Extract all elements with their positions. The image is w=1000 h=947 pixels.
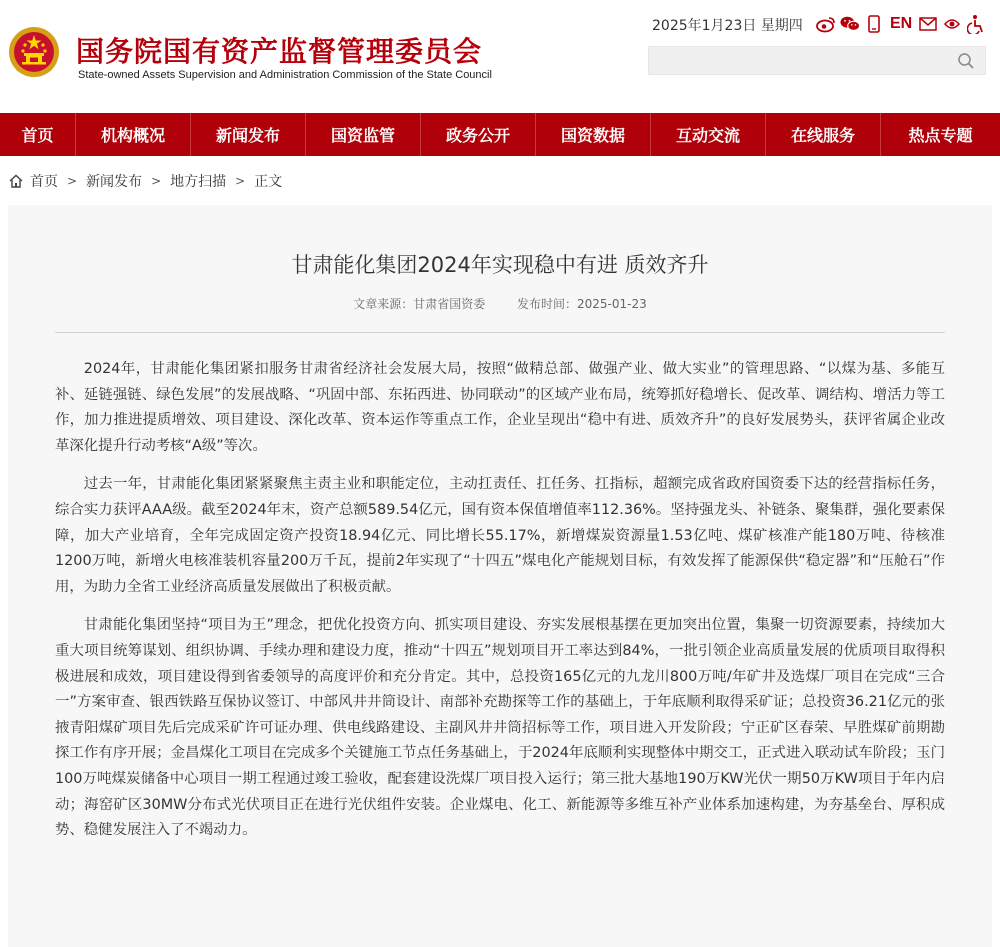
breadcrumb-home[interactable]: 首页 <box>30 174 58 190</box>
nav-interaction[interactable]: 互动交流 <box>651 113 766 156</box>
date-label: 发布时间： <box>516 297 577 311</box>
search-box <box>648 46 986 75</box>
breadcrumb-local-scan[interactable]: 地方扫描 <box>170 174 227 190</box>
site-title-english: State-owned Assets Supervision and Administration Commission of the State Council <box>78 69 492 81</box>
article-paragraph: 2024年，甘肃能化集团紧扣服务甘肃省经济社会发展大局，按照“做精总部、做强产业、做大实业”的管理思路、“以煤为基、多能互补、延链强链、绿色发展”的发展战略、“巩固中部、东拓西进、协同联动”的区域产业布局，统筹抓好稳增长、促改革、调结构、增活力等工作，加力推进提质增效、项目建设、深化改革、资本运作等重点工作，企业呈现出“稳中有进、质效齐升”的良好发展势头，获评省属企业改革深化提升行动考核“A级”等次。 <box>55 361 945 454</box>
accessibility-icon[interactable] <box>966 14 986 34</box>
article-date: 2025-01-23 <box>576 297 647 311</box>
wechat-icon[interactable] <box>840 14 860 34</box>
article-divider <box>55 332 945 333</box>
nav-organization[interactable]: 机构概况 <box>76 113 191 156</box>
article-meta <box>8 295 992 312</box>
site-header <box>0 0 1000 113</box>
search-icon[interactable] <box>957 52 975 70</box>
nav-government-affairs[interactable]: 政务公开 <box>421 113 536 156</box>
nav-supervision[interactable]: 国资监管 <box>306 113 421 156</box>
article <box>8 205 992 947</box>
nav-online-services[interactable]: 在线服务 <box>766 113 881 156</box>
nav-home[interactable]: 首页 <box>0 113 76 156</box>
national-emblem-icon[interactable] <box>8 26 60 82</box>
nav-hot-topics[interactable]: 热点专题 <box>908 126 973 145</box>
mail-icon[interactable] <box>918 14 938 34</box>
breadcrumb-separator: > <box>235 174 246 188</box>
site-title[interactable]: 国务院国有资产监督管理委员会 <box>76 35 483 68</box>
accessibility-view-icon[interactable] <box>942 14 962 34</box>
tool-icons <box>816 12 986 36</box>
breadcrumb <box>8 170 282 192</box>
article-source: 甘肃省国资委 <box>413 297 486 311</box>
main-nav <box>0 113 1000 156</box>
mobile-icon[interactable] <box>864 14 884 34</box>
breadcrumb-separator: > <box>67 174 78 188</box>
source-label: 文章来源： <box>353 297 414 311</box>
article-title: 甘肃能化集团2024年实现稳中有进 质效齐升 <box>291 253 709 277</box>
nav-news[interactable]: 新闻发布 <box>191 113 306 156</box>
article-paragraph: 甘肃能化集团坚持“项目为王”理念，把优化投资方向、抓实项目建设、夯实发展根基摆在更加突出位置，集聚一切资源要素，持续加大重大项目统筹谋划、组织协调、手续办理和建设力度，推动“十四五”规划项目开工率达到84%，一批引领企业高质量发展的优质项目取得积极进展和成效，项目建设得到省委领导的高度评价和充分肯定。其中，总投资165亿元的九龙川800万吨/年矿井及选煤厂项目在完成“三合一”方案审查、银西铁路互保协议签订、中部风井井筒设计、南部补充勘探等工作的基础上，于年底顺利取得采矿证；总投资36.21亿元的张掖青阳煤矿项目先后完成采矿许可证办理、供电线路建设、主副风井井筒招标等工作，项目进入开发阶段；宁正矿区春荣、早胜煤矿前期勘探工作有序开展；金昌煤化工项目在完成多个关键施工节点任务基础上，于2024年底顺利实现整体中期交工，正式进入联动试车阶段；玉门100万吨煤炭储备中心项目一期工程通过竣工验收，配套建设洗煤厂项目投入运行；第三批大基地190万KW光伏一期50万KW项目于年内启动；海窑矿区30MW分布式光伏项目正在进行光伏组件安装。企业煤电、化工、新能源等多维互补产业体系加速构建，为夯基垒台、厚积成势、稳健发展注入了不竭动力。 <box>55 617 945 839</box>
breadcrumb-separator: > <box>151 174 162 188</box>
breadcrumb-current: 正文 <box>254 174 283 190</box>
article-body <box>55 357 945 857</box>
search-input[interactable] <box>649 47 949 74</box>
weibo-icon[interactable] <box>816 14 836 34</box>
current-date: 2025年1月23日 星期四 <box>652 18 803 34</box>
home-icon <box>8 173 24 189</box>
breadcrumb-news[interactable]: 新闻发布 <box>86 174 143 190</box>
article-paragraph: 过去一年，甘肃能化集团紧紧聚焦主责主业和职能定位，主动扛责任、扛任务、扛指标，超额完成省政府国资委下达的经营指标任务，综合实力获评AAA级。截至2024年末，资产总额589.54亿元，国有资本保值增值率112.36%。坚持强龙头、补链条、聚集群，强化要素保障，加大产业培育，全年完成固定资产投资18.94亿元、同比增长55.17%，新增煤炭资源量1.53亿吨、煤矿核准产能180万吨、待核准1200万吨，新增火电核准装机容量200万千瓦，提前2年实现了“十四五”煤电化产能规划目标，有效发挥了能源保供“稳定器”和“压舱石”作用，为助力全省工业经济高质量发展做出了积极贡献。 <box>55 476 945 595</box>
nav-data[interactable]: 国资数据 <box>536 113 651 156</box>
english-version-link[interactable]: EN <box>890 15 913 32</box>
